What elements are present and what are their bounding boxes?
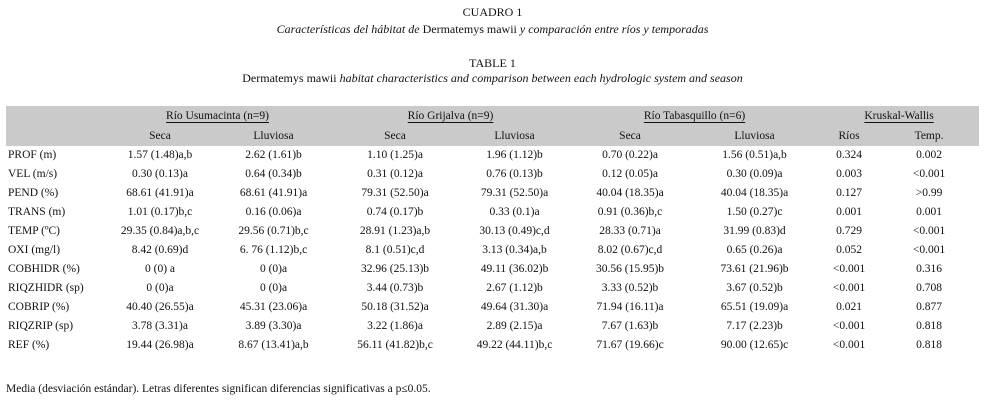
table-cell: 1.56 (0.51)a,b [722, 149, 787, 161]
table-cell: 0.052 [836, 244, 862, 256]
table-row [6, 203, 979, 222]
footnote: Media (desviación estándar). Letras diferentes significan diferencias significativas a p≤0.05. [6, 383, 431, 395]
table-cell: 90.00 (12.65)c [720, 339, 789, 351]
table-cell: 71.67 (19.66)c [596, 339, 664, 351]
table-cell: 68.61 (41.91)a [239, 187, 308, 199]
table-row [6, 317, 979, 336]
table-cell: 8.42 (0.69)d [131, 244, 189, 256]
table-cell: 0.021 [836, 301, 862, 313]
table-cell: 0.002 [916, 149, 942, 161]
subheader: Lluviosa [216, 127, 331, 146]
table-row [6, 165, 979, 184]
row-variable: COBHIDR (%) [8, 263, 80, 275]
subheader: Lluviosa [690, 127, 819, 146]
group-usumacinta: Río Usumacinta (n=9) [104, 106, 331, 127]
caption-es-title [0, 22, 985, 36]
row-variable: OXI (mg/l) [8, 244, 61, 256]
row-variable: PROF (m) [8, 149, 57, 161]
table-cell: 0.76 (0.13)b [486, 168, 543, 180]
table-cell: 40.04 (18.35)a [596, 187, 664, 199]
table-cell: 0.31 (0.12)a [367, 168, 423, 180]
table-cell: 3.13 (0.34)a,b [482, 244, 547, 256]
table-cell: 0.818 [916, 339, 942, 351]
row-variable: RIQZHIDR (sp) [8, 282, 84, 294]
table-cell: 0.877 [916, 301, 942, 313]
table-cell: 1.10 (1.25)a [367, 149, 423, 161]
table-cell: 0.91 (0.36)b,c [597, 206, 663, 218]
table-cell: 0.30 (0.13)a [132, 168, 188, 180]
table-cell: 1.01 (0.17)b,c [127, 206, 193, 218]
table-row [6, 298, 979, 317]
table-cell: 1.96 (1.12)b [486, 149, 543, 161]
table-cell: 0.127 [836, 187, 862, 199]
subheader: Seca [331, 127, 459, 146]
table-cell: 65.51 (19.09)a [720, 301, 789, 313]
table-cell: 0.324 [836, 149, 862, 161]
table-cell: 79.31 (52.50)a [361, 187, 429, 199]
header-row-sub [6, 127, 979, 146]
caption-es-title-a: Características del hábitat de [276, 22, 423, 36]
table-cell: 49.22 (44.11)b,c [476, 339, 553, 351]
table-cell: 0 (0)a [259, 282, 288, 294]
table-cell: 3.33 (0.52)b [601, 282, 659, 294]
table-cell: 19.44 (26.98)a [126, 339, 194, 351]
table-cell: 32.96 (25.13)b [360, 263, 430, 275]
caption-es-species: Dermatemys mawii [422, 22, 517, 36]
table-cell: 0.33 (0.1)a [489, 206, 540, 218]
table-cell: 0.316 [916, 263, 942, 275]
table-cell: 8.1 (0.51)c,d [365, 244, 425, 256]
table-cell: 7.17 (2.23)b [726, 320, 783, 332]
table-cell: 45.31 (23.06)a [239, 301, 308, 313]
table-body [6, 146, 979, 355]
table-cell: 50.18 (31.52)a [361, 301, 429, 313]
table-cell: 0.74 (0.17)b [366, 206, 424, 218]
table-cell: 3.78 (3.31)a [132, 320, 188, 332]
table-row [6, 260, 979, 279]
caption-en-title [0, 71, 985, 85]
table-cell: 2.62 (1.61)b [245, 149, 302, 161]
header-blank-sub [6, 127, 104, 146]
caption-en-label: TABLE 1 [469, 56, 516, 70]
table-cell: 71.94 (16.11)a [596, 301, 664, 313]
table-cell: 0.16 (0.06)a [245, 206, 302, 218]
table-row [6, 146, 979, 165]
table-cell: 0.30 (0.09)a [726, 168, 783, 180]
header-row-groups [6, 106, 979, 127]
table-cell: 2.89 (2.15)a [486, 320, 543, 332]
table-cell: 0 (0)a [146, 282, 174, 294]
caption-es-title-b: y comparación entre ríos y temporadas [516, 22, 709, 36]
table-cell: 31.99 (0.83)d [723, 225, 786, 237]
table-cell: 29.35 (0.84)a,b,c [120, 225, 200, 237]
table-cell: 7.67 (1.63)b [601, 320, 659, 332]
row-variable: PEND (%) [8, 187, 59, 199]
caption-es-label: CUADRO 1 [462, 5, 523, 19]
table-cell: 3.67 (0.52)b [726, 282, 783, 294]
habitat-table [6, 106, 979, 355]
subheader: Seca [104, 127, 216, 146]
table-cell: 0.003 [836, 168, 862, 180]
table-cell: 40.04 (18.35)a [720, 187, 789, 199]
table-cell: <0.001 [832, 339, 866, 351]
table-row [6, 222, 979, 241]
row-variable: VEL (m/s) [8, 168, 58, 180]
table-cell: 29.56 (0.71)b,c [238, 225, 309, 237]
header-blank [6, 106, 104, 127]
subheader: Lluviosa [459, 127, 570, 146]
table-row [6, 184, 979, 203]
table-cell: 0.001 [836, 206, 862, 218]
table-cell: 3.89 (3.30)a [245, 320, 302, 332]
row-variable: TRANS (m) [8, 206, 66, 218]
table-cell: 40.40 (26.55)a [126, 301, 194, 313]
table-cell: 0.70 (0.22)a [602, 149, 658, 161]
caption-en-species: Dermatemys mawii [242, 71, 337, 85]
table-cell: <0.001 [912, 244, 946, 256]
table-cell: 6. 76 (1.12)b,c [239, 244, 308, 256]
group-grijalva: Río Grijalva (n=9) [331, 106, 570, 127]
table-cell: 30.56 (15.95)b [596, 263, 665, 275]
table-row [6, 279, 979, 298]
subheader: Temp. [879, 127, 979, 146]
table-cell: 79.31 (52.50)a [480, 187, 549, 199]
row-variable: COBRIP (%) [8, 301, 70, 313]
table-cell: 56.11 (41.82)b,c [357, 339, 433, 351]
table-cell: <0.001 [912, 168, 946, 180]
table-cell: 73.61 (21.96)b [720, 263, 789, 275]
table-cell: 0 (0) a [144, 263, 175, 275]
table-cell: 28.91 (1.23)a,b [359, 225, 431, 237]
table-cell: 2.67 (1.12)b [486, 282, 543, 294]
table-cell: 49.11 (36.02)b [480, 263, 549, 275]
row-variable: REF (%) [8, 339, 50, 351]
table-cell: <0.001 [912, 225, 946, 237]
table-cell: >0.99 [915, 187, 943, 199]
table-cell: 1.57 (1.48)a,b [127, 149, 193, 161]
table-cell: 0.001 [916, 206, 942, 218]
table-cell: 3.22 (1.86)a [367, 320, 423, 332]
row-variable: TEMP (ºC) [8, 225, 61, 237]
table-cell: 8.02 (0.67)c,d [597, 244, 663, 256]
table-cell: 49.64 (31.30)a [480, 301, 549, 313]
table-cell: 8.67 (13.41)a,b [238, 339, 309, 351]
table-cell: 0.729 [836, 225, 862, 237]
table-cell: 0 (0)a [259, 263, 288, 275]
table-cell: 28.33 (0.71)a [599, 225, 661, 237]
table-cell: 0.12 (0.05)a [602, 168, 658, 180]
row-variable: RIQZRIP (sp) [8, 320, 74, 332]
table-cell: 3.44 (0.73)b [366, 282, 424, 294]
table-cell: 68.61 (41.91)a [126, 187, 194, 199]
table-cell: 0.65 (0.26)a [726, 244, 783, 256]
table-cell: 1.50 (0.27)c [726, 206, 783, 218]
table-cell: 0.818 [916, 320, 942, 332]
table-cell: 0.64 (0.34)b [245, 168, 302, 180]
table-row [6, 241, 979, 260]
caption-en-title-text: habitat characteristics and comparison between each hydrologic system and season [336, 71, 743, 85]
group-tabasquillo: Río Tabasquillo (n=6) [570, 106, 819, 127]
subheader: Seca [570, 127, 690, 146]
table-row [6, 336, 979, 355]
table-cell: <0.001 [832, 320, 866, 332]
table-cell: <0.001 [832, 282, 866, 294]
table-cell: 0.708 [916, 282, 942, 294]
table-cell: 30.13 (0.49)c,d [479, 225, 550, 237]
group-kruskal-wallis: Kruskal-Wallis [819, 106, 979, 127]
subheader: Ríos [819, 127, 879, 146]
table-cell: <0.001 [832, 263, 866, 275]
